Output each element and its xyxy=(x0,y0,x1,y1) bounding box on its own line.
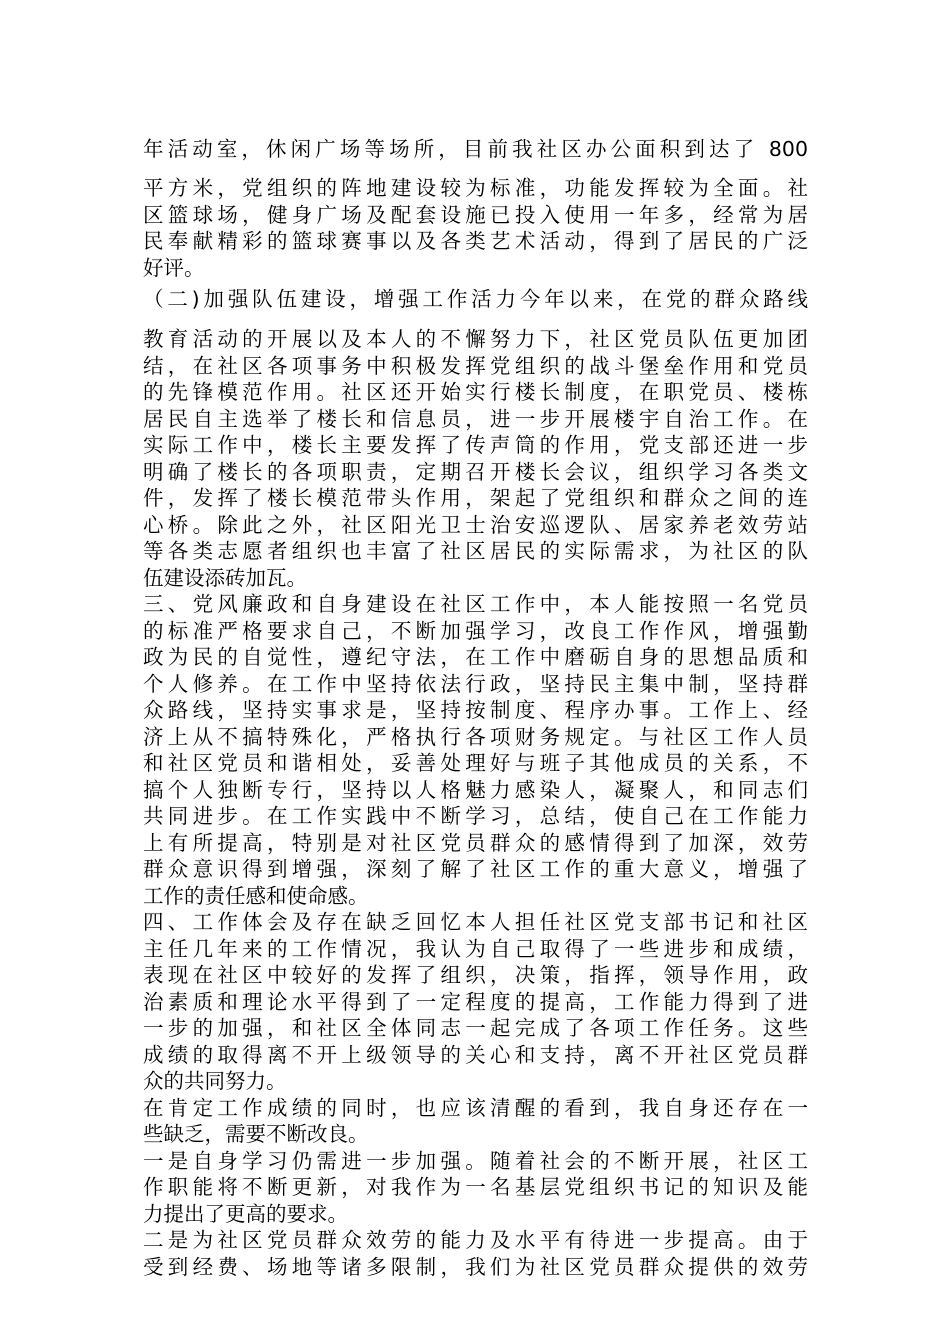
text-line: 个人修养。在工作中坚持依法行政，坚持民主集中制，坚持群 xyxy=(143,671,808,696)
text-line: 成绩的取得离不开上级领导的关心和支持，离不开社区党员群 xyxy=(143,1042,808,1067)
text-line: 一是自身学习仍需进一步加强。随着社会的不断开展，社区工 xyxy=(143,1148,808,1173)
text-line: 共同进步。在工作实践中不断学习，总结，使自己在工作能力 xyxy=(143,804,808,828)
text-line: （二)加强队伍建设，增强工作活力今年以来，在党的群众路线 xyxy=(143,287,808,311)
text-line: 在肯定工作成绩的同时，也应该清醒的看到，我自身还存在一 xyxy=(143,1095,808,1120)
text-line: 年活动室，休闲广场等场所，目前我社区办公面积到达了 800 xyxy=(143,137,808,161)
text-line: 的先锋模范作用。社区还开始实行楼长制度，在职党员、楼栋 xyxy=(143,380,808,404)
text-line: 作职能将不断更新，对我作为一名基层党组织书记的知识及能 xyxy=(143,1175,808,1199)
text-line: 区篮球场，健身广场及配套设施已投入使用一年多，经常为居 xyxy=(143,202,808,227)
text-line: 教育活动的开展以及本人的不懈努力下，社区党员队伍更加团 xyxy=(143,327,808,351)
text-line: 受到经费、场地等诸多限制，我们为社区党员群众提供的效劳 xyxy=(143,1254,808,1279)
text-line: 结，在社区各项事务中积极发挥党组织的战斗堡垒作用和党员 xyxy=(143,353,808,378)
text-line: 件，发挥了楼长模范带头作用，架起了党组织和群众之间的连 xyxy=(143,486,808,510)
paragraph-body-main xyxy=(143,326,808,1280)
text-line: 众的共同努力。 xyxy=(143,1069,287,1093)
text-line: 力提出了更高的要求。 xyxy=(143,1201,348,1226)
text-line: 些缺乏，需要不断改良。 xyxy=(143,1122,369,1146)
text-line: 民奉献精彩的篮球赛事以及各类艺术活动，得到了居民的广泛 xyxy=(143,229,808,253)
text-line: 平方米，党组织的阵地建设较为标准，功能发挥较为全面。社 xyxy=(143,176,808,200)
text-line: 居民自主选举了楼长和信息员，进一步开展楼宇自治工作。在 xyxy=(143,406,808,431)
text-line: 工作的责任感和使命感。 xyxy=(143,883,369,908)
text-line: 四、工作体会及存在缺乏回忆本人担任社区党支部书记和社区 xyxy=(143,910,808,934)
text-line: 治素质和理论水平得到了一定程度的提高，工作能力得到了进 xyxy=(143,989,808,1014)
text-line: 一步的加强，和社区全体同志一起完成了各项工作任务。这些 xyxy=(143,1016,808,1040)
text-line: 济上从不搞特殊化，严格执行各项财务规定。与社区工作人员 xyxy=(143,724,808,749)
text-line: 好评。 xyxy=(143,255,205,280)
text-line: 群众意识得到增强，深刻了解了社区工作的重大意义，增强了 xyxy=(143,857,808,881)
text-line: 上有所提高，特别是对社区党员群众的感情得到了加深，效劳 xyxy=(143,830,808,855)
text-line: 政为民的自觉性，遵纪守法，在工作中磨砺自身的思想品质和 xyxy=(143,645,808,669)
text-line: 众路线，坚持实事求是，坚持按制度、程序办事。工作上、经 xyxy=(143,698,808,722)
text-line: 搞个人独断专行，坚持以人格魅力感染人，凝聚人，和同志们 xyxy=(143,777,808,802)
text-line: 二是为社区党员群众效劳的能力及水平有待进一步提高。由于 xyxy=(143,1228,808,1252)
text-line: 三、党风廉政和自身建设在社区工作中，本人能按照一名党员 xyxy=(143,592,808,616)
paragraph-intro-line xyxy=(143,136,808,163)
paragraph-facilities xyxy=(143,175,808,281)
text-line: 伍建设添砖加瓦。 xyxy=(143,565,307,590)
text-line: 等各类志愿者组织也丰富了社区居民的实际需求，为社区的队 xyxy=(143,539,808,563)
text-line: 表现在社区中较好的发挥了组织，决策，指挥，领导作用，政 xyxy=(143,963,808,987)
section-heading-team-building xyxy=(143,286,808,313)
text-line: 心桥。除此之外，社区阳光卫士治安巡逻队、居家养老效劳站 xyxy=(143,512,808,537)
text-line: 实际工作中，楼长主要发挥了传声筒的作用，党支部还进一步 xyxy=(143,433,808,457)
text-line: 和社区党员和谐相处，妥善处理好与班子其他成员的关系，不 xyxy=(143,751,808,775)
text-line: 明确了楼长的各项职责，定期召开楼长会议，组织学习各类文 xyxy=(143,459,808,484)
text-line: 主任几年来的工作情况，我认为自己取得了一些进步和成绩， xyxy=(143,936,808,961)
text-line: 的标准严格要求自己，不断加强学习，改良工作作风，增强勤 xyxy=(143,618,808,643)
